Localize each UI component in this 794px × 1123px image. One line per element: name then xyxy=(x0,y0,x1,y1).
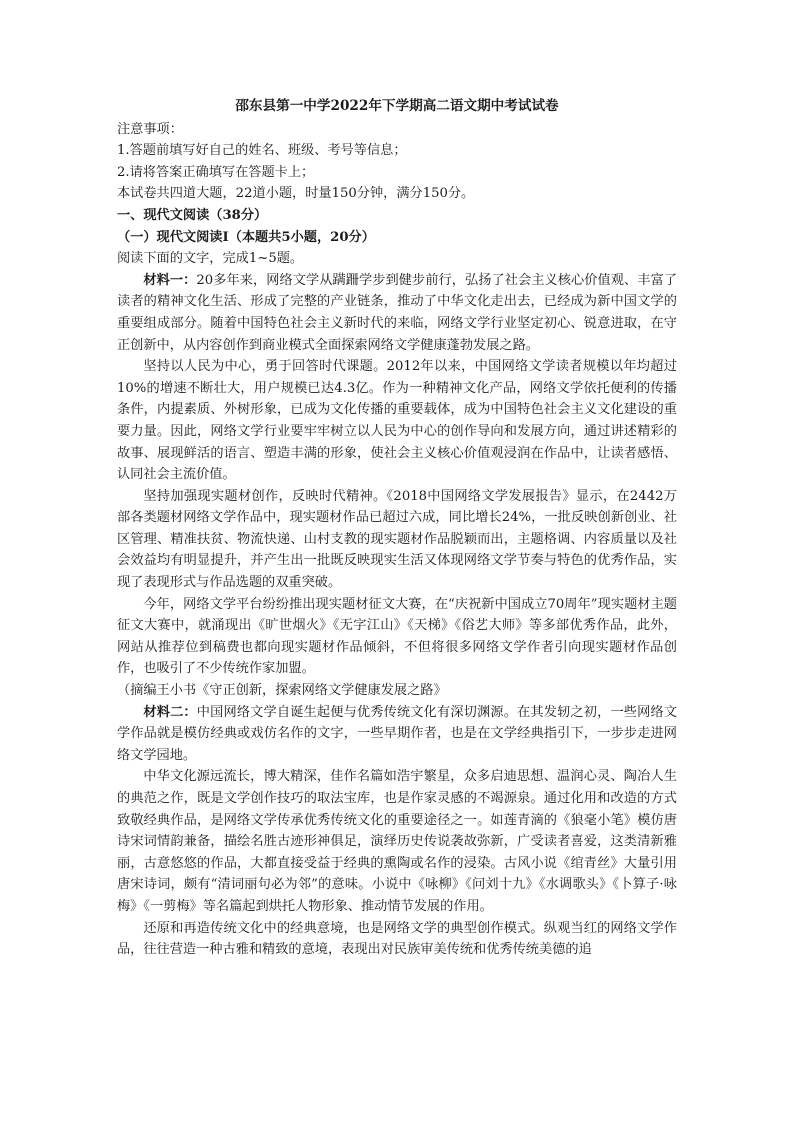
subsection-heading: （一）现代文阅读Ⅰ（本题共5小题，20分） xyxy=(117,229,375,245)
material1-p1-text: 20多年来，网络文学从蹒跚学步到健步前行，弘扬了社会主义核心价值观、丰富了读者的精神文化生活、形成了完整的产业链条，推动了中华文化走出去，已经成为新中国文学的重要组成部分。随着中国特色社会主义新时代的来临，网络文学行业坚定初心、锐意进取，在守正创新中，从内容创作到商业模式全面探索网络文学健康蓬勃发展之路。 xyxy=(117,272,678,353)
material1-lead: 材料一： xyxy=(143,272,197,288)
notice-item-2: 2.请将答案正确填写在答题卡上； xyxy=(117,164,315,180)
section-heading: 一、现代文阅读（38分） xyxy=(117,207,268,223)
material1-paragraph-3: 坚持加强现实题材创作，反映时代精神。《2018中国网络文学发展报告》显示，在2442万部各类题材网络文学作品中，现实题材作品已超过六成，同比增长24%，一批反映创新创业、社区管理、精准扶贫、物流快递、山村支教的现实题材作品脱颖而出，主题格调、内容质量以及社会效益均有明显提升，并产生出一批既反映现实生活又体现网络文学节奏与特色的优秀作品，实现了表现形式与作品选题的双重突破。 xyxy=(117,488,677,591)
notice-heading: 注意事项： xyxy=(117,121,183,137)
material1-paragraph-4: 今年，网络文学平台纷纷推出现实题材征文大赛，在“庆祝新中国成立70周年”现实题材主题征文大赛中，就涌现出《旷世烟火》《无字江山》《天梯》《俗艺大师》等多部优秀作品，此外，网站从推荐位到稿费也都向现实题材作品倾斜，不但将很多网络文学作者引向现实题材作品创作，也吸引了不少传统作家加盟。 xyxy=(117,596,677,677)
material1-paragraph-2: 坚持以人民为中心，勇于回答时代课题。2012年以来，中国网络文学读者规模以年均超过10%的增速不断壮大，用户规模已达4.3亿。作为一种精神文化产品，网络文学依托便利的传播条件，内提素质、外树形象，已成为文化传播的重要载体，成为中国特色社会主义文化建设的重要力量。因此，网络文学行业要牢牢树立以人民为中心的创作导向和发展方向，通过讲述精彩的故事、展现鲜活的语言、塑造丰满的形象，使社会主义核心价值观浸润在作品中，让读者感悟、认同社会主流价值。 xyxy=(117,359,677,483)
material2-lead: 材料二： xyxy=(143,704,197,720)
exam-page xyxy=(117,96,677,961)
material2-paragraph-2: 中华文化源远流长，博大精深，佳作名篇如浩宇繁星，众多启迪思想、温润心灵、陶冶人生的典范之作，既是文学创作技巧的取法宝库，也是作家灵感的不竭源泉。通过化用和改造的方式致敬经典作品，是网络文学传承优秀传统文化的重要途径之一。如莲青滴的《狼毫小笔》模仿唐诗宋词情韵兼备，描绘名胜古迹形神俱足，演绎历史传说袭故弥新，广受读者喜爱，这类清新雅丽，古意悠悠的作品，大都直接受益于经典的熏陶或名作的浸染。古风小说《绾青丝》大量引用唐宋诗词，颇有“清词丽句必为邻”的意味。小说中《咏柳》《问刘十九》《水调歌头》《卜算子·咏梅》《一剪梅》等名篇起到烘托人物形象、推动情节发展的作用。 xyxy=(117,769,677,914)
material1-paragraph-1 xyxy=(117,270,677,356)
reading-instruction: 阅读下面的文字，完成1~5题。 xyxy=(117,251,304,267)
exam-title: 邵东县第一中学2022年下学期高二语文期中考试试卷 xyxy=(235,98,559,114)
material1-source: （摘编王小书《守正创新，探索网络文学健康发展之路》 xyxy=(117,683,447,699)
material2-paragraph-3: 还原和再造传统文化中的经典意境，也是网络文学的典型创作模式。纵观当红的网络文学作品，往往营造一种古雅和精致的意境，表现出对民族审美传统和优秀传统美德的追 xyxy=(117,920,677,958)
material2-p1-text: 中国网络文学自诞生起便与优秀传统文化有深切渊源。在其发轫之初，一些网络文学作品就是模仿经典或戏仿名作的文字，一些早期作者，也是在文学经典指引下，一步步走进网络文学园地。 xyxy=(117,704,678,763)
notice-item-1: 1.答题前填写好自己的姓名、班级、考号等信息； xyxy=(117,143,407,159)
material2-paragraph-1 xyxy=(117,702,677,767)
exam-summary: 本试卷共四道大题，22道小题，时量150分钟，满分150分。 xyxy=(117,186,475,202)
